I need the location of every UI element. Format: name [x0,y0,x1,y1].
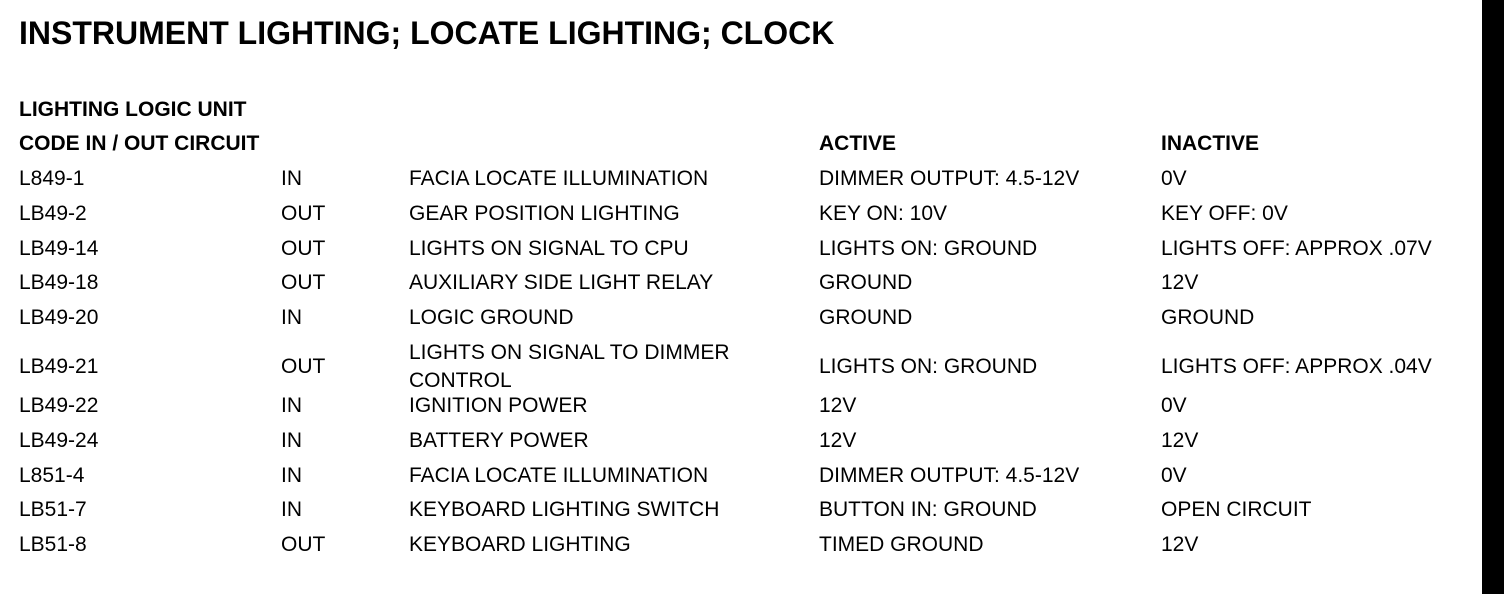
cell-description-line1: LIGHTS ON SIGNAL TO DIMMER [409,340,730,364]
cell-inactive: 0V [1161,393,1187,417]
cell-inactive: 0V [1161,463,1187,487]
cell-code: LB51-7 [19,498,87,522]
cell-inactive: OPEN CIRCUIT [1161,498,1312,522]
cell-code: LB51-8 [19,533,87,557]
cell-active: DIMMER OUTPUT: 4.5-12V [819,167,1080,190]
cell-description: KEYBOARD LIGHTING SWITCH [409,498,720,522]
cell-active: BUTTON IN: GROUND [819,498,1037,522]
cell-active: LIGHTS ON: GROUND [819,236,1038,260]
cell-description: BATTERY POWER [409,428,589,452]
table-row [0,235,1480,270]
header-active: ACTIVE [819,132,897,155]
table-row [0,200,1480,235]
cell-inactive: KEY OFF: 0V [1161,201,1288,225]
table-row [0,462,1480,497]
cell-io: IN [281,393,302,417]
cell-inactive: 0V [1161,167,1187,190]
cell-code: LB49-2 [19,201,87,225]
cell-active: KEY ON: 10V [819,201,948,225]
cell-io: OUT [281,271,326,295]
cell-io: OUT [281,236,326,260]
cell-inactive: 12V [1161,271,1199,295]
cell-io: IN [281,498,302,522]
cell-inactive: LIGHTS OFF: APPROX .04V [1161,354,1432,378]
table-row [0,165,1480,200]
cell-active: DIMMER OUTPUT: 4.5-12V [819,463,1080,487]
cell-io: OUT [281,354,326,378]
cell-description: FACIA LOCATE ILLUMINATION [409,463,709,487]
section-title: LIGHTING LOGIC UNIT [19,98,247,121]
cell-inactive: 12V [1161,428,1199,452]
header-code-circuit: CODE IN / OUT CIRCUIT [19,132,260,155]
cell-code: L849-1 [19,167,85,190]
cell-description: FACIA LOCATE ILLUMINATION [409,167,709,190]
header-inactive: INACTIVE [1161,132,1260,155]
cell-io: IN [281,428,302,452]
cell-description: IGNITION POWER [409,393,588,417]
cell-io: IN [281,463,302,487]
cell-description: LIGHTS ON SIGNAL TO CPU [409,236,689,260]
cell-io: OUT [281,201,326,225]
cell-code: L851-4 [19,463,85,487]
cell-io: IN [281,167,302,190]
page-title: INSTRUMENT LIGHTING; LOCATE LIGHTING; CLOCK [19,15,835,51]
cell-inactive: GROUND [1161,306,1255,330]
table-header [0,131,1480,157]
table-row [0,427,1480,462]
cell-description: LOGIC GROUND [409,306,574,330]
cell-description: AUXILIARY SIDE LIGHT RELAY [409,271,714,295]
cell-io: IN [281,306,302,330]
cell-code: LB49-21 [19,354,99,378]
cell-code: LB49-18 [19,271,99,295]
cell-active: GROUND [819,271,913,295]
cell-description [409,339,789,395]
table-row [0,392,1480,427]
table-row [0,269,1480,304]
cell-active: 12V [819,393,857,417]
cell-code: LB49-22 [19,393,99,417]
cell-description: KEYBOARD LIGHTING [409,533,631,557]
table-row [0,531,1480,566]
table-body [0,165,1480,566]
cell-inactive: 12V [1161,533,1199,557]
cell-code: LB49-20 [19,306,99,330]
cell-active: LIGHTS ON: GROUND [819,354,1038,378]
cell-io: OUT [281,533,326,557]
cell-active: GROUND [819,306,913,330]
cell-code: LB49-14 [19,236,99,260]
right-edge-bar [1482,0,1504,594]
cell-active: 12V [819,428,857,452]
table-row [0,496,1480,531]
table-row [0,304,1480,339]
cell-active: TIMED GROUND [819,533,984,557]
cell-description: GEAR POSITION LIGHTING [409,201,680,225]
table-row [0,339,1480,392]
cell-inactive: LIGHTS OFF: APPROX .07V [1161,236,1432,260]
cell-description-line2: CONTROL [409,368,512,392]
cell-code: LB49-24 [19,428,99,452]
